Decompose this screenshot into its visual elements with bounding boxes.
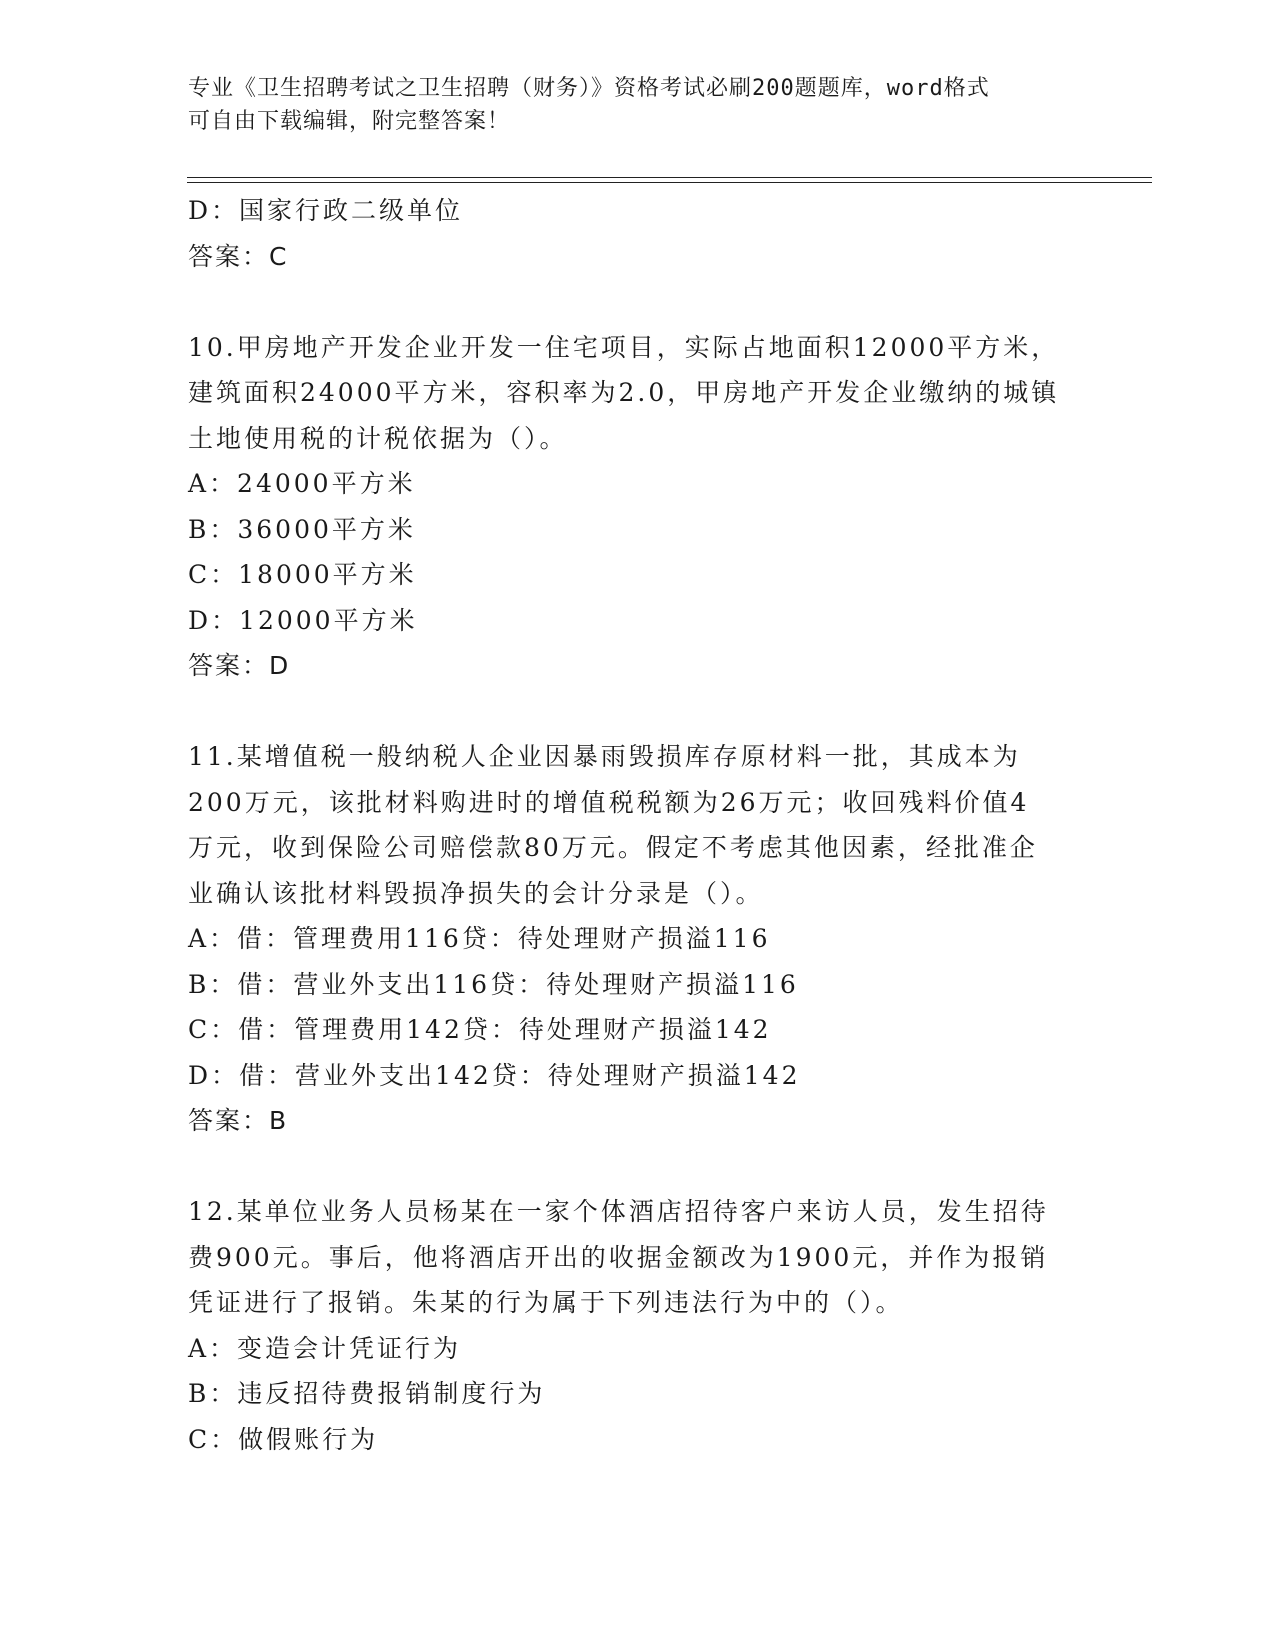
question-stem-line: 200万元，该批材料购进时的增值税税额为26万元；收回残料价值4 — [188, 787, 1030, 817]
option-c: C：做假账行为 — [188, 1424, 379, 1454]
question-12 — [188, 1189, 1088, 1462]
option-a: A：变造会计凭证行为 — [188, 1333, 462, 1363]
header-divider-bottom — [187, 182, 1152, 183]
spacer — [188, 689, 1088, 735]
header-line-1: 专业《卫生招聘考试之卫生招聘（财务）》资格考试必刷200题题库，word格式 — [188, 76, 990, 101]
question-stem-line: 土地使用税的计税依据为（）。 — [188, 423, 568, 453]
option-b: B：36000平方米 — [188, 514, 416, 544]
spacer — [188, 279, 1088, 325]
answer-label: 答案：B — [188, 1106, 289, 1135]
answer-label: 答案：D — [188, 651, 291, 680]
option-c: C：借：管理费用142贷：待处理财产损溢142 — [188, 1015, 772, 1044]
page-header — [188, 72, 1088, 138]
header-divider-top — [187, 177, 1152, 178]
option-d: D：国家行政二级单位 — [188, 196, 464, 225]
question-stem-line: 11.某增值税一般纳税人企业因暴雨毁损库存原材料一批，其成本为 — [188, 742, 1021, 771]
option-d: D：12000平方米 — [188, 605, 418, 635]
option-c: C：18000平方米 — [188, 560, 417, 589]
option-b: B：借：营业外支出116贷：待处理财产损溢116 — [188, 969, 799, 999]
question-11 — [188, 734, 1088, 1144]
question-9-tail — [188, 188, 1088, 279]
option-a: A：24000平方米 — [188, 469, 416, 498]
question-stem-line: 12.某单位业务人员杨某在一家个体酒店招待客户来访人员，发生招待 — [188, 1197, 1049, 1226]
option-d: D：借：营业外支出142贷：待处理财产损溢142 — [188, 1060, 801, 1090]
question-stem-line: 凭证进行了报销。朱某的行为属于下列违法行为中的（）。 — [188, 1288, 904, 1317]
question-stem-line: 建筑面积24000平方米，容积率为2.0，甲房地产开发企业缴纳的城镇 — [188, 378, 1060, 407]
question-stem-line: 费900元。事后，他将酒店开出的收据金额改为1900元，并作为报销 — [188, 1242, 1049, 1272]
question-stem-line: 万元，收到保险公司赔偿款80万元。假定不考虑其他因素，经批准企 — [188, 833, 1038, 862]
header-line-2: 可自由下载编辑，附完整答案！ — [188, 109, 511, 134]
spacer — [188, 1144, 1088, 1190]
question-stem-line: 业确认该批材料毁损净损失的会计分录是（）。 — [188, 878, 764, 908]
question-stem-line: 10.甲房地产开发企业开发一住宅项目，实际占地面积12000平方米， — [188, 332, 1060, 362]
option-b: B：违反招待费报销制度行为 — [188, 1379, 546, 1408]
question-content — [188, 188, 1088, 1462]
answer-label: 答案：C — [188, 241, 289, 271]
option-a: A：借：管理费用116贷：待处理财产损溢116 — [188, 924, 771, 953]
question-10 — [188, 325, 1088, 689]
